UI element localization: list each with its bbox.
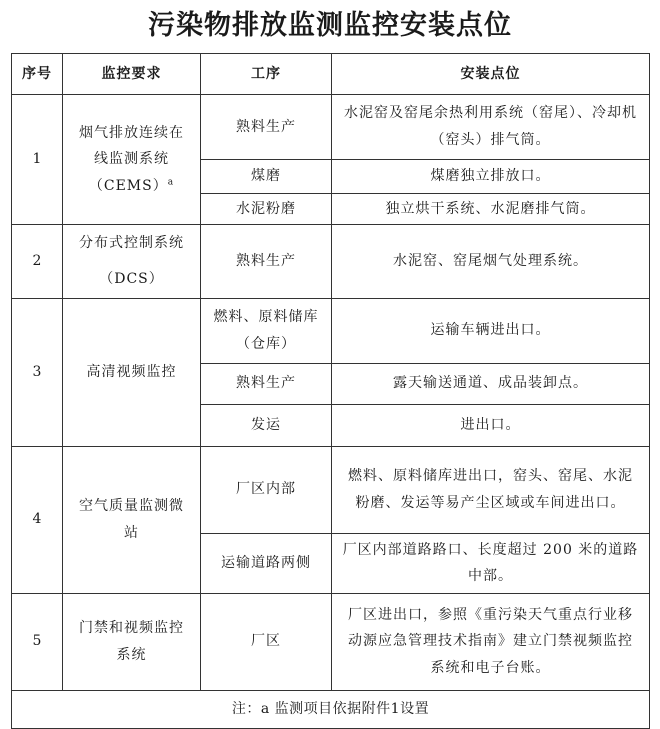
monitoring-table <box>11 53 650 729</box>
table-footnote: 注：a 监测项目依据附件1设置 <box>12 690 650 728</box>
row-seq: 5 <box>12 593 63 690</box>
row-position: 燃料、原料储库进出口，窑头、窑尾、水泥粉磨、发运等易产尘区域或车间进出口。 <box>332 446 650 533</box>
table-row <box>12 95 650 160</box>
row-position: 厂区进出口，参照《重污染天气重点行业移动源应急管理技术指南》建立门禁视频监控系统和电子台账。 <box>332 593 650 690</box>
row-process: 水泥粉磨 <box>201 194 332 225</box>
header-position: 安装点位 <box>332 54 650 95</box>
row-process: 发运 <box>201 404 332 446</box>
page-title: 污染物排放监测监控安装点位 <box>148 10 512 41</box>
row-process: 熟料生产 <box>201 225 332 299</box>
row-seq: 4 <box>12 446 63 593</box>
header-process: 工序 <box>201 54 332 95</box>
row-requirement: 高清视频监控 <box>63 298 201 446</box>
row-process: 熟料生产 <box>201 363 332 404</box>
row-seq: 3 <box>12 298 63 446</box>
table-row <box>12 225 650 299</box>
row-process: 厂区 <box>201 593 332 690</box>
row-position: 露天输送通道、成品装卸点。 <box>332 363 650 404</box>
row-requirement: 门禁和视频监控系统 <box>63 593 201 690</box>
row-position: 独立烘干系统、水泥磨排气筒。 <box>332 194 650 225</box>
row-position: 进出口。 <box>332 404 650 446</box>
row-position: 水泥窑、窑尾烟气处理系统。 <box>332 225 650 299</box>
row-requirement: 分布式控制系统 （DCS） <box>63 225 201 299</box>
row-process: 燃料、原料储库（仓库） <box>201 298 332 363</box>
table-header-row <box>12 54 650 95</box>
row-process: 熟料生产 <box>201 95 332 160</box>
row-position: 运输车辆进出口。 <box>332 298 650 363</box>
header-seq: 序号 <box>12 54 63 95</box>
table-row <box>12 298 650 363</box>
row-position: 煤磨独立排放口。 <box>332 160 650 194</box>
row-position: 水泥窑及窑尾余热利用系统（窑尾）、冷却机（窑头）排气筒。 <box>332 95 650 160</box>
header-requirement: 监控要求 <box>63 54 201 95</box>
row-process: 煤磨 <box>201 160 332 194</box>
table-row <box>12 446 650 533</box>
row-requirement: 空气质量监测微站 <box>63 446 201 593</box>
row-process: 运输道路两侧 <box>201 533 332 593</box>
table-row <box>12 593 650 690</box>
row-process: 厂区内部 <box>201 446 332 533</box>
row-position: 厂区内部道路路口、长度超过 200 米的道路中部。 <box>332 533 650 593</box>
row-seq: 2 <box>12 225 63 299</box>
row-requirement: 烟气排放连续在线监测系统（CEMS）$^a$ <box>63 95 201 225</box>
row-seq: 1 <box>12 95 63 225</box>
